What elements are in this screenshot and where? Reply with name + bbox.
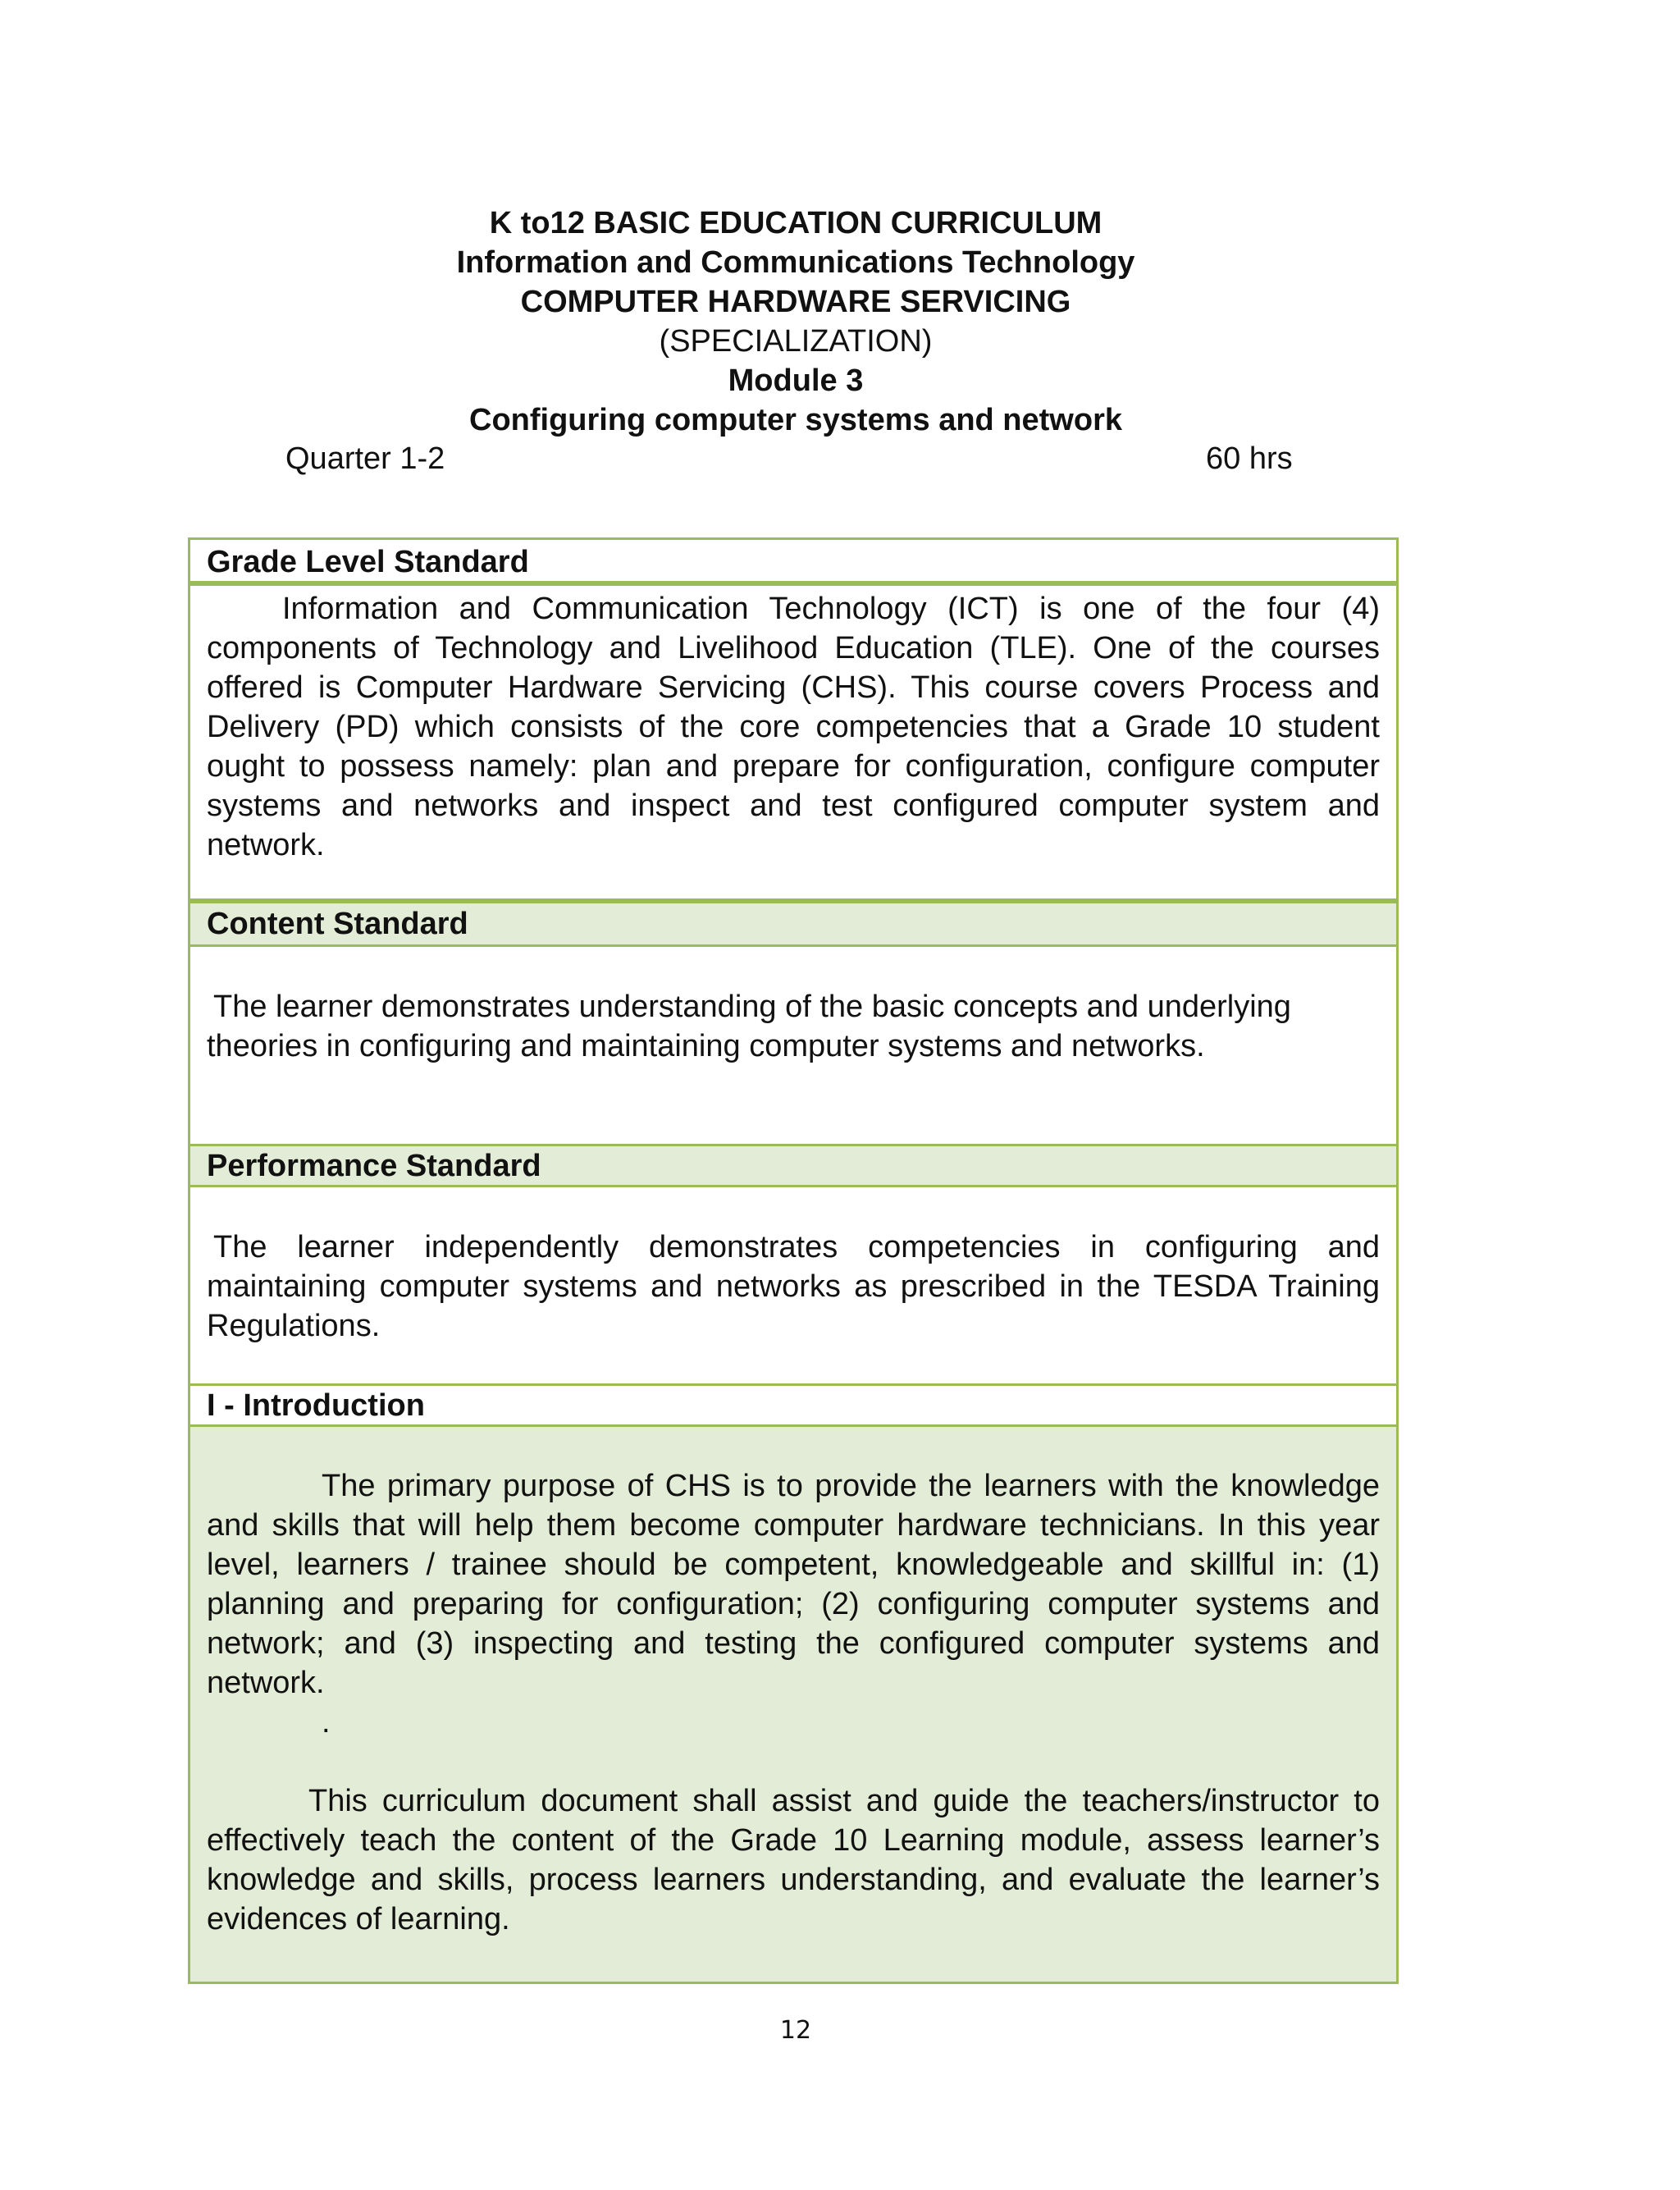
document-header [0,203,1591,440]
hours-label: 60 hrs [1206,441,1293,476]
introduction-body [190,1427,1396,1982]
quarter-label: Quarter 1-2 [285,441,445,476]
introduction-paragraph: The primary purpose of CHS is to provide the learners with the knowledge and skills that will help them become computer hardware technicians. In this year level, learners / trainee should be competent, knowledgeable and skillful in: (1) planning and preparing for configuration; (2) configuring computer systems and network; and (3) inspecting and testing the configured computer systems and network. [207,1469,1380,1700]
content-standard-text: The learner demonstrates understanding of the basic concepts and underlying theories in configuring and maintaining computer systems and networks. [207,990,1291,1063]
divider [190,1185,1396,1187]
page-number: 12 [779,2016,812,2045]
module-title: Configuring computer systems and network [469,403,1122,437]
subject-title: Information and Communications Technology [456,245,1135,280]
performance-standard-heading: Performance Standard [190,1146,1396,1185]
course-title: COMPUTER HARDWARE SERVICING [520,285,1071,319]
performance-standard-text: The learner independently demonstrates competencies in configuring and maintaining computer systems and networks as prescribed in the TESDA Training Regulations. [207,1230,1380,1343]
curriculum-title: K to12 BASIC EDUCATION CURRICULUM [489,206,1102,240]
separator-dot: . [322,1705,331,1740]
grade-level-standard-text: Information and Communication Technology (ICT) is one of the four (4) components of Technology and Livelihood Education (TLE). One of the courses offered is Computer Hardware Servicing (CHS). This course covers Process and Delivery (PD) which consists of the core competencies that a Grade 10 student ought to possess namely: plan and prepare for configuration, configure computer systems and networks and inspect and test configured computer system and network. [207,592,1380,862]
divider [190,581,1396,586]
introduction-heading: I - Introduction [207,1388,425,1423]
curriculum-table [188,537,1399,1984]
divider [190,944,1396,947]
content-standard-heading: Content Standard [190,903,1396,944]
introduction-paragraph: This curriculum document shall assist and guide the teachers/instructor to effectively teach the content of the Grade 10 Learning module, assess learner’s knowledge and skills, process learners understanding, and evaluate the learner’s evidences of learning. [207,1784,1380,1936]
grade-level-standard-heading: Grade Level Standard [207,545,529,579]
module-label: Module 3 [728,363,864,398]
specialization-label: (SPECIALIZATION) [659,324,933,359]
